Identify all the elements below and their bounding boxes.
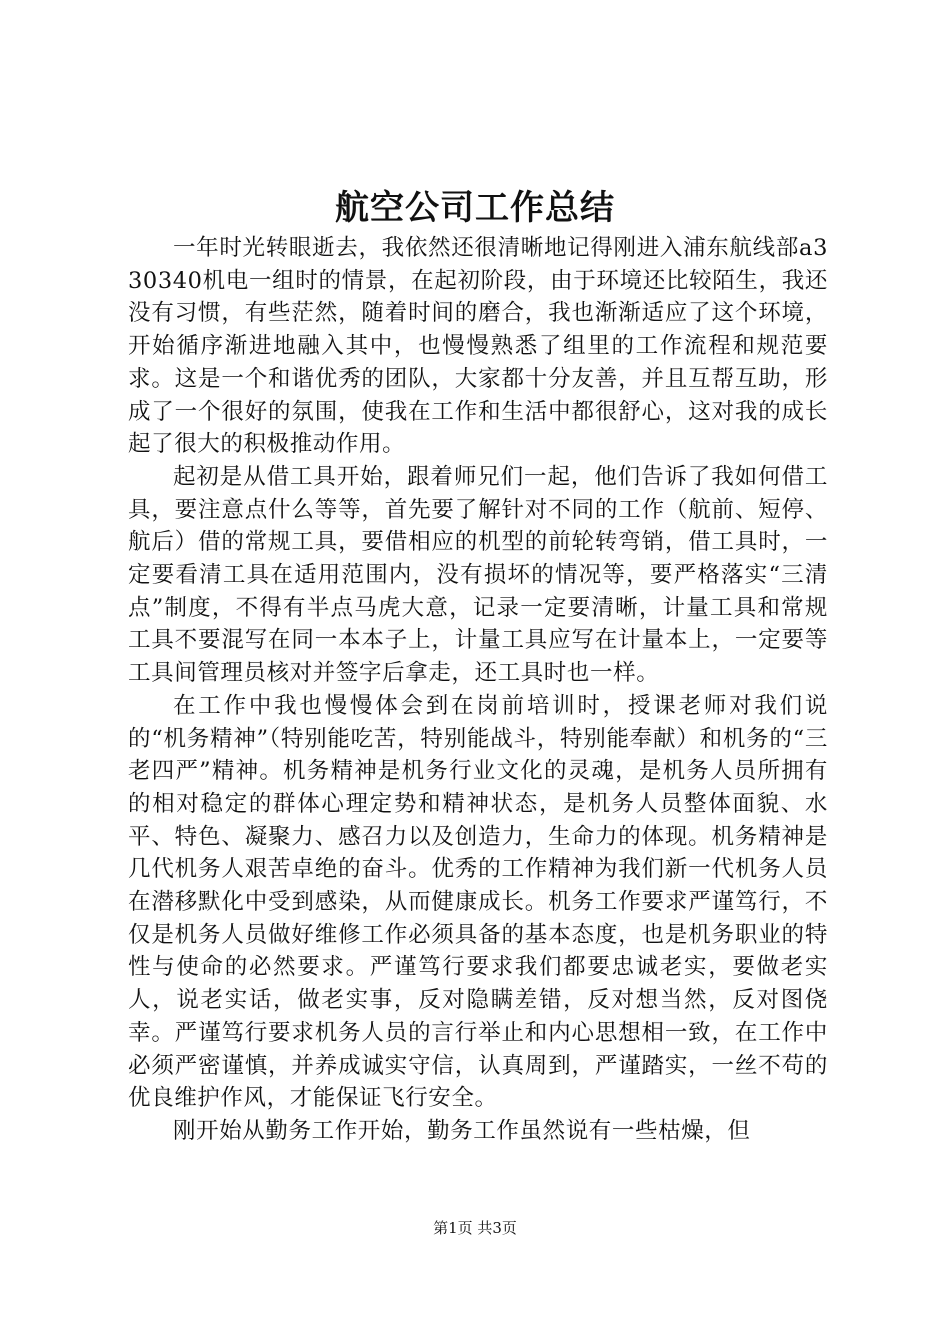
paragraph-2: 起初是从借工具开始，跟着师兄们一起，他们告诉了我如何借工具，要注意点什么等等，首先要了解针对不同的工作（航前、短停、航后）借的常规工具，要借相应的机型的前轮转弯销，借工具时，一定要看清工具在适用范围内，没有损坏的情况等，要严格落实“三清点”制度，不得有半点马虎大意，记录一定要清晰，计量工具和常规工具不要混写在同一本本子上，计量工具应写在计量本上，一定要等工具间管理员核对并签字后拿走，还工具时也一样。 [128,463,828,687]
paragraph-4: 刚开始从勤务工作开始，勤务工作虽然说有一些枯燥，但 [173,1117,751,1144]
paragraph-1: 一年时光转眼逝去，我依然还很清晰地记得刚进入浦东航线部a330340机电一组时的情景，在起初阶段，由于环境还比较陌生，我还没有习惯，有些茫然，随着时间的磨合，我也渐渐适应了这个环境，开始循序渐进地融入其中，也慢慢熟悉了组里的工作流程和规范要求。这是一个和谐优秀的团队，大家都十分友善，并且互帮互助，形成了一个很好的氛围，使我在工作和生活中都很舒心，这对我的成长起了很大的积极推动作用。 [128,235,828,458]
document-title: 航空公司工作总结 [335,188,615,228]
document-body [128,232,828,1148]
paragraph-3: 在工作中我也慢慢体会到在岗前培训时，授课老师对我们说的“机务精神”（特别能吃苦，特别能战斗，特别能奉献）和机务的“三老四严”精神。机务精神是机务行业文化的灵魂，是机务人员所拥有的相对稳定的群体心理定势和精神状态，是机务人员整体面貌、水平、特色、凝聚力、感召力以及创造力，生命力的体现。机务精神是几代机务人艰苦卓绝的奋斗。优秀的工作精神为我们新一代机务人员在潜移默化中受到感染，从而健康成长。机务工作要求严谨笃行，不仅是机务人员做好维修工作必须具备的基本态度，也是机务职业的特性与使命的必然要求。严谨笃行要求我们都要忠诚老实，要做老实人，说老实话，做老实事，反对隐瞒差错，反对想当然，反对图侥幸。严谨笃行要求机务人员的言行举止和内心思想相一致，在工作中必须严密谨慎，并养成诚实守信，认真周到，严谨踏实，一丝不苟的优良维护作风，才能保证飞行安全。 [128,692,828,1112]
page-number-footer: 第1页 共3页 [433,1219,517,1237]
